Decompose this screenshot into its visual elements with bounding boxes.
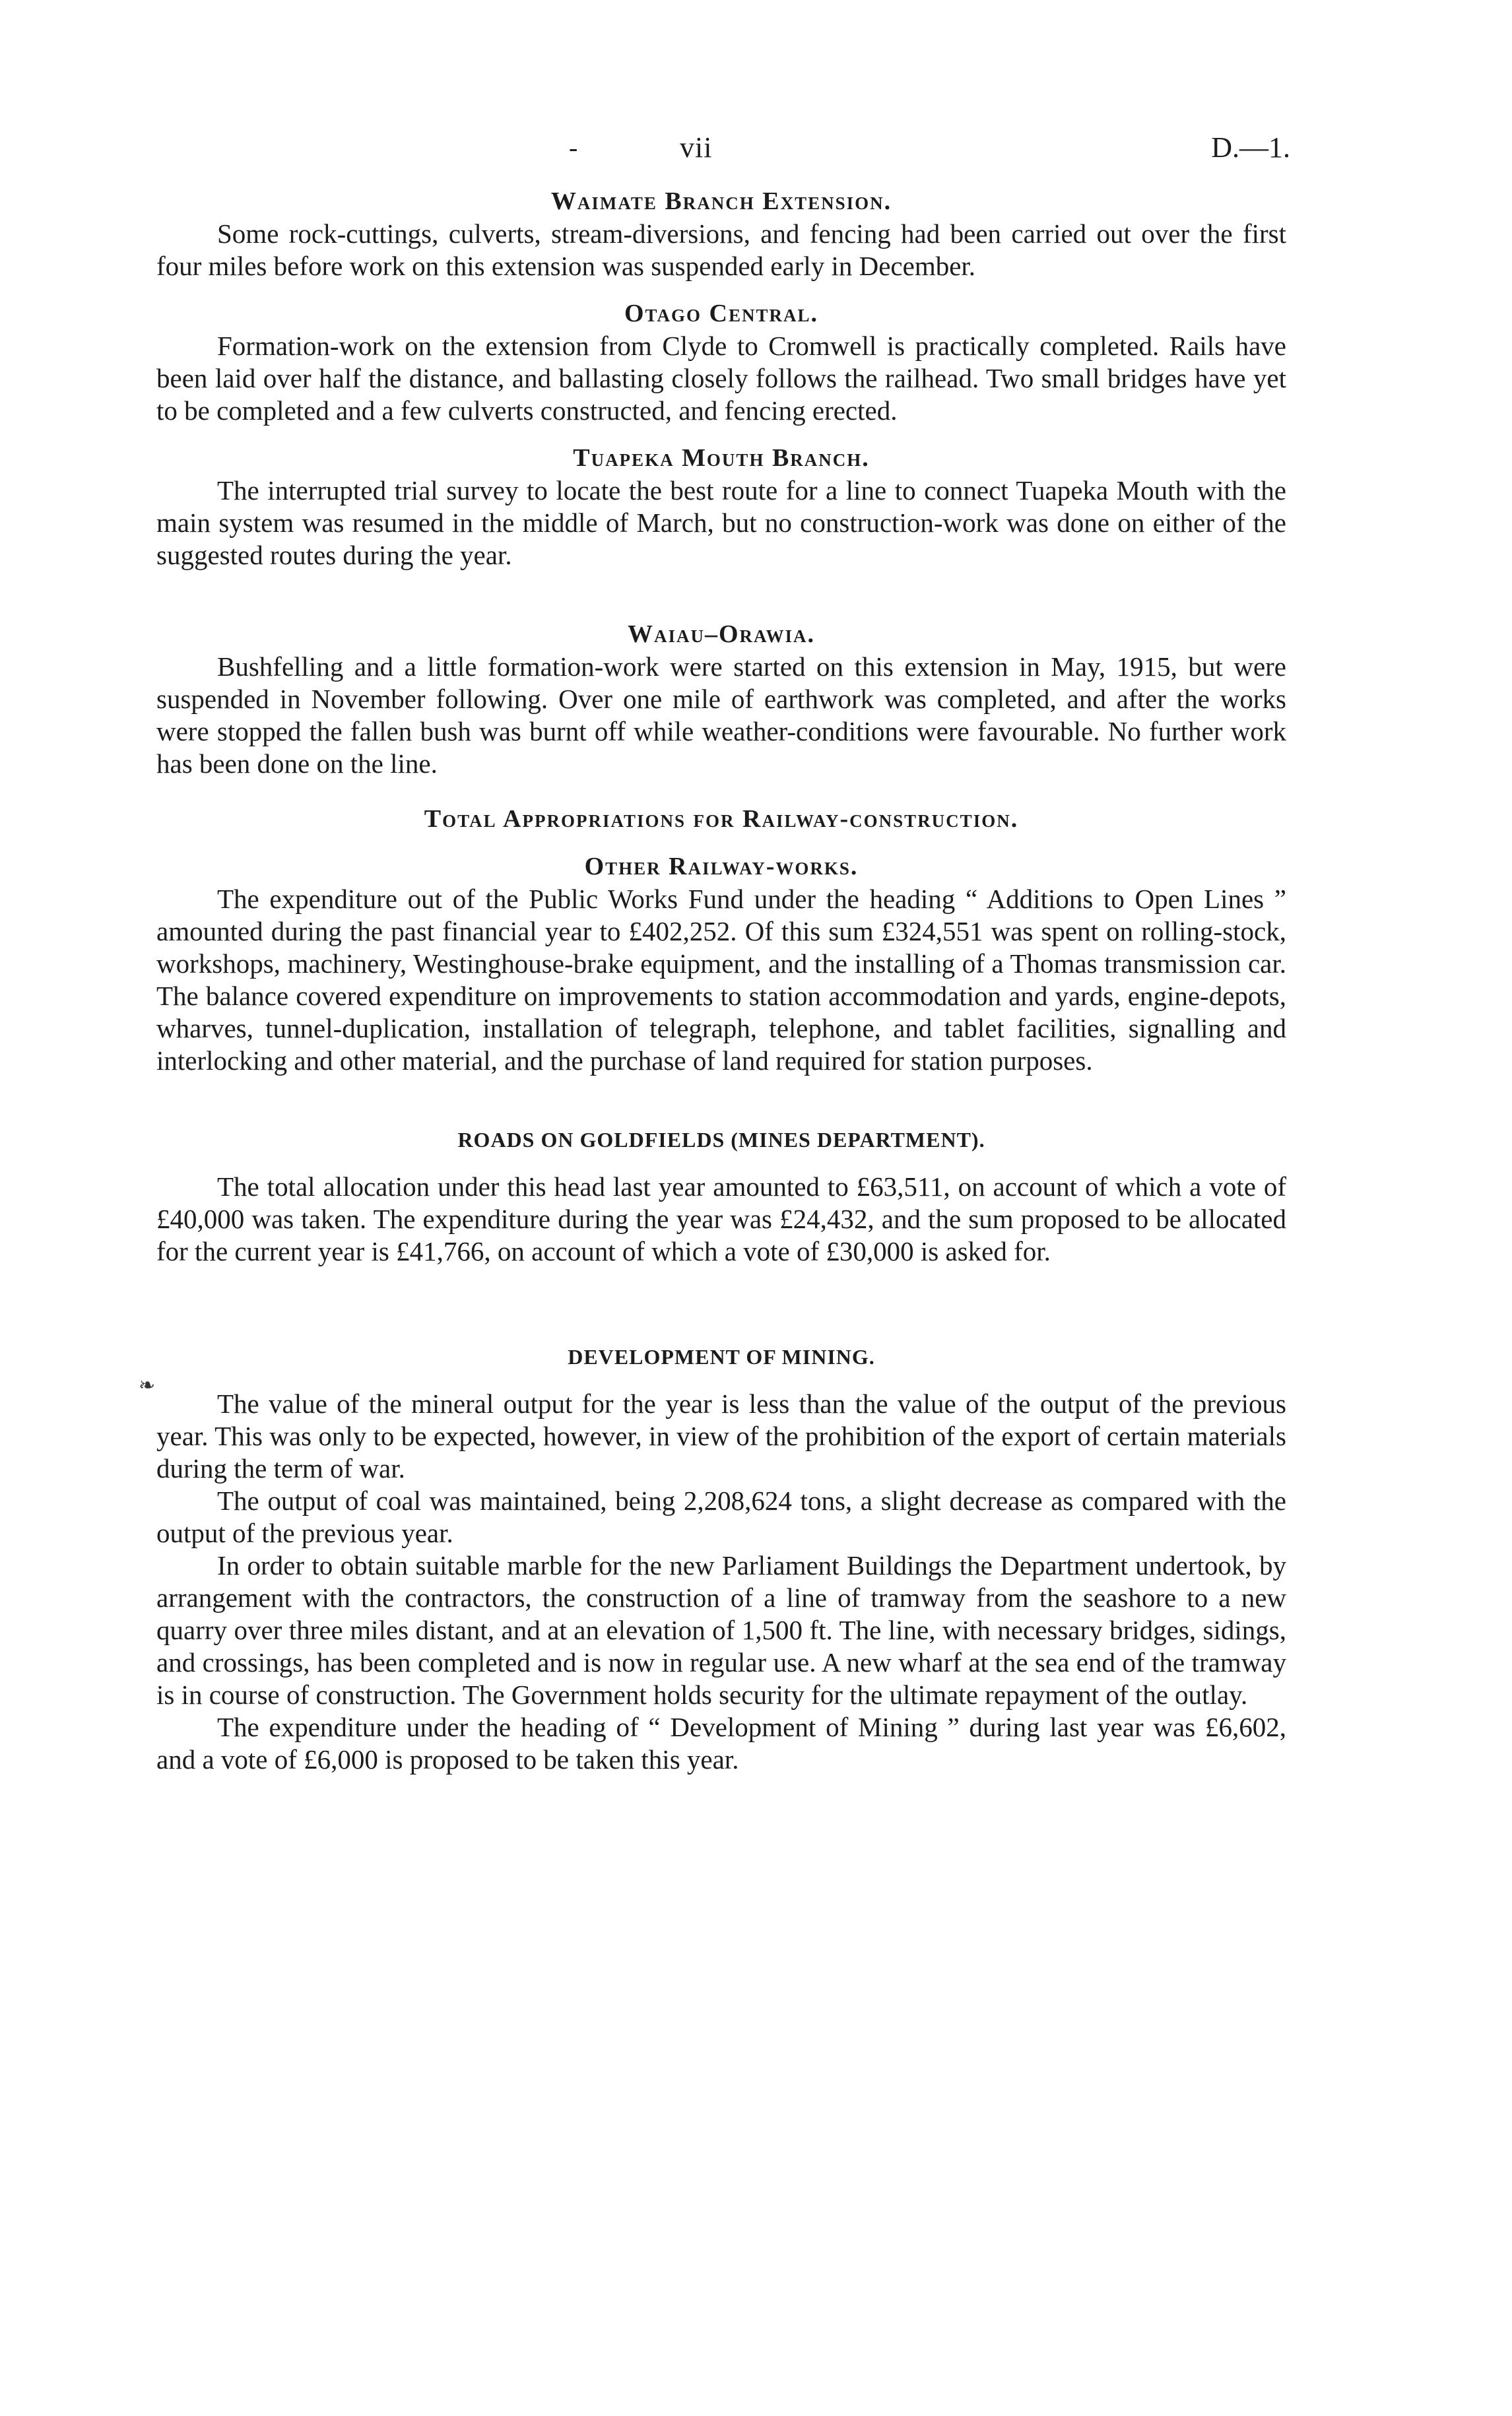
paragraph-mining-marble: In order to obtain suitable marble for the new Parliament Buildings the Department undertook, by arrangement with the contractors, the construction of a line of tramway from the seashore to a new quarry over three miles distant, and at an elevation of 1,500 ft. The line, with necessary bridges, sidings, and crossings, has been completed and is now in regular use. A new wharf at the sea end of the tramway is in course of construction. The Government holds security for the ultimate repayment of the outlay. [156, 1550, 1286, 1710]
paragraph-other-railway-works: The expenditure out of the Public Works Fund under the heading “ Additions to Open Lines ” amounted during the past financial year to £402,252. Of this sum £324,551 was spent on rolling-stock, workshops, machinery, Westinghouse-brake equipment, and the installing of a Thomas transmission car. The balance covered expenditure on improvements to station accommodation and yards, engine-depots, wharves, tunnel-duplication, installation of telegraph, telephone, and tablet facilities, signalling and interlocking and other material, and the purchase of land required for station purposes. [156, 884, 1286, 1076]
paragraph-tuapeka: The interrupted trial survey to locate the best route for a line to connect Tuapeka Mouth with the main system was resumed in the middle of March, but no construction-work was done on either of the suggested routes during the year. [156, 475, 1286, 570]
section-heading-roads-goldfields: ROADS ON GOLDFIELDS (MINES DEPARTMENT). [457, 1128, 985, 1152]
section-heading-waiau-orawia: Waiau–Orawia. [627, 620, 816, 648]
document-reference: D.—1. [1211, 131, 1290, 164]
header-dash: - [569, 133, 578, 162]
section-heading-tuapeka: Tuapeka Mouth Branch. [573, 444, 870, 472]
section-heading-development-mining: DEVELOPMENT OF MINING. [568, 1345, 875, 1369]
paragraph-mining-coal: The output of coal was maintained, being 2,208,624 tons, a slight decrease as compared with the output of the previous year. [156, 1486, 1286, 1548]
paragraph-roads-goldfields: The total allocation under this head last year amounted to £63,511, on account of which a vote of £40,000 was taken. The expenditure during the year was £24,432, and the sum proposed to be allocated for the current year is £41,766, on account of which a vote of £30,000 is asked for. [156, 1171, 1286, 1266]
paragraph-mining-value: The value of the mineral output for the year is less than the value of the output of the previous year. This was only to be expected, however, in view of the prohibition of the export of certain materials during the term of war. [156, 1388, 1286, 1484]
paragraph-waiau-orawia: Bushfelling and a little formation-work were started on this extension in May, 1915, but were suspended in November following. Over one mile of earthwork was completed, and after the works were stopped the fallen bush was burnt off while weather-conditions were favourable. No further work has been done on the line. [156, 651, 1286, 779]
section-heading-other-railway-works: Other Railway-works. [584, 853, 859, 880]
paragraph-mining-expenditure: The expenditure under the heading of “ Development of Mining ” during last year was £6,602, and a vote of £6,000 is proposed to be taken this year. [156, 1712, 1286, 1775]
section-heading-total-appropriations: Total Appropriations for Railway-construction. [424, 805, 1019, 833]
margin-mark-icon: ❧ [139, 1375, 156, 1396]
paragraph-otago-central: Formation-work on the extension from Clyde to Cromwell is practically completed. Rails have been laid over half the distance, and ballasting closely follows the railhead. Two small bridges have yet to be completed and a few culverts constructed, and fencing erected. [156, 331, 1286, 426]
page-header [0, 131, 1512, 170]
page-number: vii [680, 131, 713, 164]
paragraph-waimate: Some rock-cuttings, culverts, stream-diversions, and fencing had been carried out over the first four miles before work on this extension was suspended early in December. [156, 218, 1286, 281]
section-heading-otago-central: Otago Central. [624, 300, 819, 327]
document-body [156, 185, 1286, 1776]
section-heading-waimate: Waimate Branch Extension. [550, 187, 892, 215]
